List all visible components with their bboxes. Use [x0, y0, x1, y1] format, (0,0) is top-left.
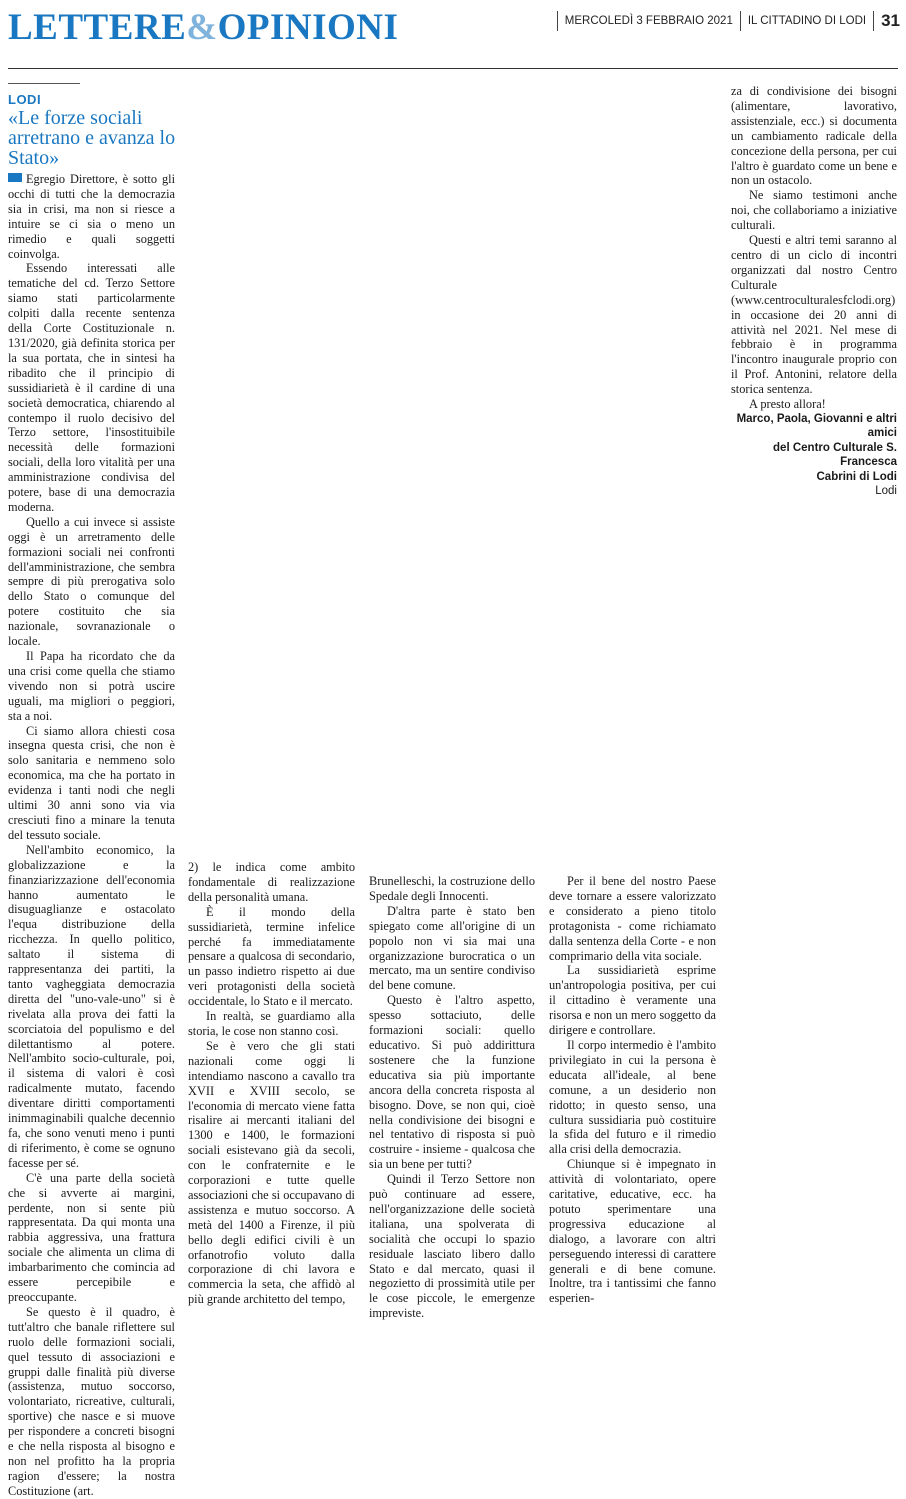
article-paragraph: Questi e altri temi saranno al centro di un ciclo di incontri organizzati dal nostro Centro Culturale (www.centroculturalesfclodi.org) in occasione dei 20 anni di attività nel 2021. Nel mese di febbraio è in programma l'incontro inaugurale proprio con il Prof. Antonini, relatore della storica sentenza.	[731, 233, 897, 397]
page-header-meta	[550, 10, 900, 32]
article-paragraph: A presto allora!	[749, 397, 826, 412]
article-headline: «Le forze sociali arretrano e avanza lo Stato»	[8, 107, 176, 169]
section-title-part1: LETTERE	[8, 7, 187, 48]
article-paragraph: La sussidiarietà esprime un'antropologia positiva, per cui il cittadino è veramente una risorsa e non un mero soggetto da dirigere e controllare.	[549, 963, 716, 1038]
article-paragraph: Questo è l'altro aspetto, spesso sottaciuto, delle formazioni sociali: quello educativo. Si può addirittura sostenere che la funzione educativa sia più importante ancora della concreta risposta al bisogno. Dove, se non qui, cioè nella condivisione dei bisogni e nel tentativo di risposta si può costruire - insieme - qualcosa che sia un bene per tutti?	[369, 993, 535, 1172]
article-paragraph: D'altra parte è stato ben spiegato come all'origine di un popolo non vi sia mai una organizzazione burocratica o un mercato, ma un sentire condiviso del bene comune.	[369, 903, 535, 993]
article-column-4	[549, 874, 716, 1306]
section-title-ampersand: &	[186, 7, 218, 48]
article-paragraph: È il mondo della sussidiarietà, termine infelice perché fa immediatamente pensare a qualcosa di secondario, un passo indietro rispetto ai due veri protagonisti della società occidentale, lo Stato e il mercato.	[188, 904, 355, 1009]
article-paragraph: C'è una parte della società che si avverte ai margini, perdente, non si sente più rappresentata. Da qui monta una rabbia aggressiva, una frattura sociale che alimenta un clima di imbarbarimento che comincia ad essere percepibile e preoccupante.	[8, 1170, 175, 1304]
signature-line: Cabrini di Lodi	[816, 470, 897, 483]
paragraph-text: Egregio Direttore, è sotto gli occhi di tutti che la democrazia sia in crisi, ma non si riesce a intuire se ci sia o meno un rimedio e quali soggetti coinvolga.	[8, 172, 175, 261]
article-paragraph: Ne siamo testimoni anche noi, che collaboriamo a iniziative culturali.	[731, 188, 897, 233]
signature-place: Lodi	[875, 485, 897, 498]
article-paragraph: Chiunque si è impegnato in attività di volontariato, opere caritative, educative, ecc. ha potuto sperimentare una progressiva educazione al dialogo, a lavorare con altri perseguendo interessi di carattere generali e di bene comune. Inoltre, tra i tantissimi che fanno esperien-	[549, 1157, 716, 1306]
article-paragraph: Nell'ambito economico, la globalizzazione e la finanziarizzazione dell'economia hanno aumentato le disuguaglianze e ostacolato l'equa distribuzione della ricchezza. In quello politico, saltato il sistema di rappresentanza dei partiti, la tanto vagheggiata democrazia diretta del "uno-vale-uno" si è rivelata alla prova dei fatti la scorciatoia del populismo e del dilettantismo al potere. Nell'ambito socio-culturale, poi, il sistema di valori è così radicalmente mutato, facendo diventare diritti comportamenti inimmaginabili qualche decennio fa, che sono venuti meno i punti di riferimento, è come se ognuno facesse per sé.	[8, 842, 175, 1170]
article-paragraph: za di condivisione dei bisogni (alimentare, lavorativo, assistenziale, ecc.) si documenta un cambiamento radicale della concezione della persona, per cui l'altro è guardato come un bene e non un ostacolo.	[731, 84, 897, 188]
article-paragraph	[8, 172, 175, 261]
article-rule	[8, 83, 80, 84]
article-paragraph: Il Papa ha ricordato che da una crisi come quella che stiamo vivendo non si potrà uscire uguali, ma migliori o peggiori, sta a noi.	[8, 649, 175, 723]
article-paragraph: Se è vero che gli stati nazionali come oggi li intendiamo nascono a cavallo tra XVII e XVIII secolo, se l'economia di mercato viene fatta risalire ai mercanti italiani del 1300 e 1400, le formazioni sociali esistevano già da secoli, con le confraternite e le corporazioni e tutte quelle associazioni che si occupavano di assistenza e mutuo soccorso. A metà del 1400 a Firenze, il più bello degli edifici civili è un orfanotrofio voluto dalla corporazione di chi lavora e commercia la seta, che affidò al più grande architetto del tempo,	[188, 1038, 355, 1307]
article-paragraph: Ci siamo allora chiesti cosa insegna questa crisi, che non è solo sanitaria e nemmeno solo economica, ma che ha portato in evidenza i tanti nodi che negli ultimi 30 anni sono via via cresciuti fino a minare la tenuta del tessuto sociale.	[8, 723, 175, 842]
article-paragraph: Brunelleschi, la costruzione dello Spedale degli Innocenti.	[369, 874, 535, 903]
article-column-1	[8, 172, 175, 1499]
article-paragraph: 2) le indica come ambito fondamentale di realizzazione della personalità umana.	[188, 860, 355, 904]
section-title-part2: OPINIONI	[217, 7, 399, 48]
article-paragraph: Il corpo intermedio è l'ambito privilegiato in cui la persona è educata all'ideale, al bene comune, a un desiderio non ridotto; in questo senso, una cultura sussidiaria può costituire la sfida del futuro e il rimedio alla crisi della democrazia.	[549, 1037, 716, 1157]
newspaper-name: IL CITTADINO DI LODI	[747, 15, 867, 27]
article-paragraph: Se questo è il quadro, è tutt'altro che banale riflettere sul ruolo delle formazioni sociali, quel tessuto di associazioni e gruppi dalle finalità più diverse (assistenza, mutuo soccorso, volontariato, ricreative, culturali, sportive) che nasce e si muove per rispondere a concreti bisogni e che nella risposta al bisogno e non nel profitto ha la propria ragion d'essere; la nostra Costituzione (art.	[8, 1304, 175, 1498]
article-column-2	[188, 860, 355, 1307]
article-paragraph: Quindi il Terzo Settore non può continuare ad essere, nell'organizzazione delle società italiana, una spolverata di socialità che occupi lo spazio residuale lasciato libero dallo Stato e dal mercato, quasi il negozietto di prossimità utile per le cose piccole, le emergenze impreviste.	[369, 1172, 535, 1321]
article-paragraph: Essendo interessati alle tematiche del cd. Terzo Settore siamo stati particolarmente colpiti dalla recente sentenza della Corte Costituzionale n. 131/2020, già definita storica per la sua portata, che in sintesi ha ribadito che il principio di sussidiarietà è il cardine di una società democratica, chiarendo al contempo il ruolo decisivo del Terzo settore, l'insostituibile necessità delle formazioni sociali, della loro vitalità per una amministrazione condivisa del potere, base di una democrazia moderna.	[8, 261, 175, 514]
article-paragraph: Per il bene del nostro Paese deve tornare a essere valorizzato e considerato a pieno titolo protagonista - come richiamato dalla sentenza della Corte - e non comprimario della vita sociale.	[549, 874, 716, 963]
issue-date: MERCOLEDÌ 3 FEBBRAIO 2021	[564, 15, 733, 27]
article-column-3	[369, 874, 535, 1321]
lead-marker	[8, 173, 22, 182]
section-title	[8, 4, 398, 52]
header-divider	[740, 11, 741, 31]
signature-line: del Centro Culturale S. Francesca	[773, 441, 897, 469]
article-column-5	[731, 84, 897, 499]
article-paragraph: Quello a cui invece si assiste oggi è un arretramento delle formazioni sociali nei confronti dell'amministrazione, che sembra sempre di più prerogativa solo dello Stato o comunque del potere costituito che sia nazionale, sovranazionale o locale.	[8, 514, 175, 649]
header-divider	[557, 11, 558, 31]
header-divider	[873, 11, 874, 31]
header-rule	[8, 68, 898, 69]
page-number: 31	[881, 11, 900, 30]
signature-line: Marco, Paola, Giovanni e altri amici	[736, 412, 897, 440]
article-paragraph: In realtà, se guardiamo alla storia, le cose non stanno così.	[188, 1009, 355, 1038]
article-kicker: LODI	[8, 92, 42, 107]
